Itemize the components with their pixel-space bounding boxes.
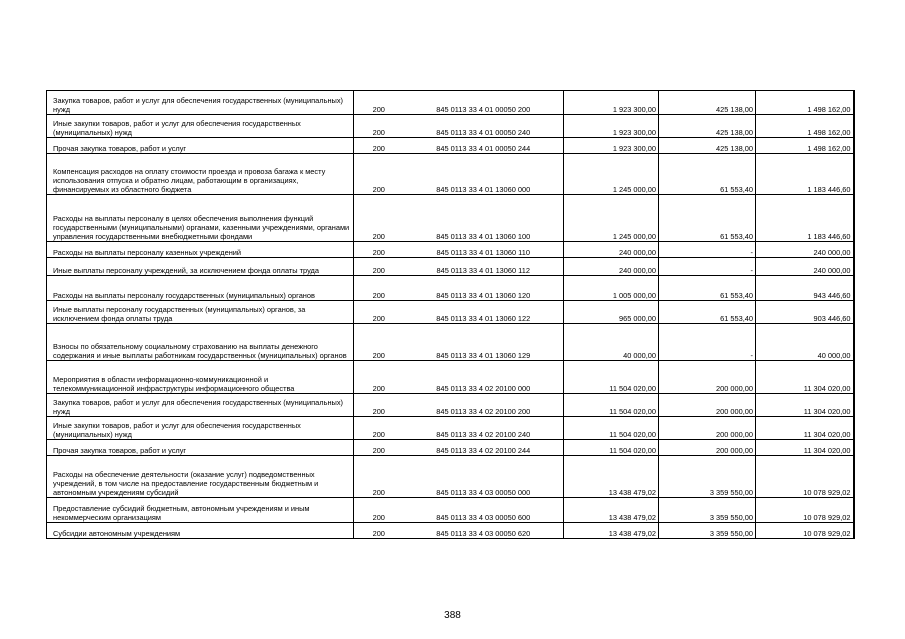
expense-name-cell: Иные закупки товаров, работ и услуг для обеспечения государственных (муниципальных) нужд <box>47 115 354 138</box>
line-code-cell: 200 <box>354 440 404 456</box>
expense-name-cell: Закупка товаров, работ и услуг для обеспечения государственных (муниципальных) нужд <box>47 91 354 115</box>
table-row <box>47 138 854 154</box>
table-row <box>47 276 854 301</box>
remaining-amount-cell: 1 498 162,00 <box>756 91 854 115</box>
line-code-cell: 200 <box>354 324 404 361</box>
line-code-cell: 200 <box>354 456 404 498</box>
table-row <box>47 440 854 456</box>
line-code-cell: 200 <box>354 361 404 394</box>
table-row <box>47 456 854 498</box>
line-code-cell: 200 <box>354 301 404 324</box>
budget-classification-code-cell: 845 0113 33 4 01 00050 200 <box>404 91 564 115</box>
budget-classification-code-cell: 845 0113 33 4 01 13060 000 <box>404 154 564 195</box>
expense-name-cell: Закупка товаров, работ и услуг для обеспечения государственных (муниципальных) нужд <box>47 394 354 417</box>
expense-name-cell: Предоставление субсидий бюджетным, автономным учреждениям и иным некоммерческим организациям <box>47 498 354 523</box>
budget-classification-code-cell: 845 0113 33 4 02 20100 244 <box>404 440 564 456</box>
budget-classification-code-cell: 845 0113 33 4 03 00050 600 <box>404 498 564 523</box>
line-code-cell: 200 <box>354 258 404 276</box>
expense-name-cell: Расходы на выплаты персоналу в целях обеспечения выполнения функций государственными (муниципальными) органами, казенными учреждениями, органами управления государственными внебюджетными фондами <box>47 195 354 242</box>
budget-classification-code-cell: 845 0113 33 4 01 13060 129 <box>404 324 564 361</box>
expense-name-cell: Расходы на обеспечение деятельности (оказание услуг) подведомственных учреждений, в том числе на предоставление государственным бюджетным и автономным учреждениям субсидий <box>47 456 354 498</box>
executed-amount-cell: 200 000,00 <box>659 394 756 417</box>
remaining-amount-cell: 903 446,60 <box>756 301 854 324</box>
table-row <box>47 195 854 242</box>
page-number: 388 <box>444 610 461 621</box>
expense-name-cell: Иные выплаты персоналу государственных (муниципальных) органов, за исключением фонда оплаты труда <box>47 301 354 324</box>
table-row <box>47 258 854 276</box>
expense-name-cell: Компенсация расходов на оплату стоимости проезда и провоза багажа к месту использования отпуска и обратно лицам, работающим в организациях, финансируемых из областного бюджета <box>47 154 354 195</box>
executed-amount-cell: 425 138,00 <box>659 138 756 154</box>
approved-amount-cell: 240 000,00 <box>564 258 659 276</box>
approved-amount-cell: 11 504 020,00 <box>564 440 659 456</box>
remaining-amount-cell: 1 498 162,00 <box>756 138 854 154</box>
remaining-amount-cell: 40 000,00 <box>756 324 854 361</box>
expense-name-cell: Мероприятия в области информационно-коммуникационной и телекоммуникационной инфраструктуры информационного общества <box>47 361 354 394</box>
table-row <box>47 361 854 394</box>
expense-name-cell: Прочая закупка товаров, работ и услуг <box>47 440 354 456</box>
budget-classification-code-cell: 845 0113 33 4 01 00050 244 <box>404 138 564 154</box>
table-row <box>47 91 854 115</box>
executed-amount-cell: 61 553,40 <box>659 276 756 301</box>
executed-amount-cell: 200 000,00 <box>659 440 756 456</box>
executed-amount-cell: 3 359 550,00 <box>659 456 756 498</box>
line-code-cell: 200 <box>354 523 404 539</box>
executed-amount-cell: - <box>659 242 756 258</box>
executed-amount-cell: 61 553,40 <box>659 154 756 195</box>
expense-name-cell: Иные закупки товаров, работ и услуг для обеспечения государственных (муниципальных) нужд <box>47 417 354 440</box>
expense-name-cell: Расходы на выплаты персоналу государственных (муниципальных) органов <box>47 276 354 301</box>
expense-name-cell: Прочая закупка товаров, работ и услуг <box>47 138 354 154</box>
remaining-amount-cell: 10 078 929,02 <box>756 498 854 523</box>
budget-classification-code-cell: 845 0113 33 4 01 00050 240 <box>404 115 564 138</box>
approved-amount-cell: 240 000,00 <box>564 242 659 258</box>
table-row <box>47 242 854 258</box>
remaining-amount-cell: 240 000,00 <box>756 258 854 276</box>
table-row <box>47 417 854 440</box>
table-row <box>47 115 854 138</box>
executed-amount-cell: 61 553,40 <box>659 195 756 242</box>
budget-classification-code-cell: 845 0113 33 4 03 00050 620 <box>404 523 564 539</box>
executed-amount-cell: 3 359 550,00 <box>659 498 756 523</box>
table-row <box>47 324 854 361</box>
line-code-cell: 200 <box>354 138 404 154</box>
table-row <box>47 523 854 539</box>
budget-classification-code-cell: 845 0113 33 4 02 20100 240 <box>404 417 564 440</box>
line-code-cell: 200 <box>354 394 404 417</box>
executed-amount-cell: - <box>659 258 756 276</box>
approved-amount-cell: 13 438 479,02 <box>564 456 659 498</box>
line-code-cell: 200 <box>354 195 404 242</box>
table-row <box>47 498 854 523</box>
remaining-amount-cell: 11 304 020,00 <box>756 440 854 456</box>
executed-amount-cell: 200 000,00 <box>659 361 756 394</box>
remaining-amount-cell: 11 304 020,00 <box>756 394 854 417</box>
approved-amount-cell: 1 923 300,00 <box>564 91 659 115</box>
line-code-cell: 200 <box>354 242 404 258</box>
approved-amount-cell: 1 923 300,00 <box>564 115 659 138</box>
budget-classification-code-cell: 845 0113 33 4 02 20100 000 <box>404 361 564 394</box>
approved-amount-cell: 11 504 020,00 <box>564 417 659 440</box>
remaining-amount-cell: 240 000,00 <box>756 242 854 258</box>
table-body <box>47 91 854 539</box>
remaining-amount-cell: 10 078 929,02 <box>756 523 854 539</box>
approved-amount-cell: 1 005 000,00 <box>564 276 659 301</box>
line-code-cell: 200 <box>354 115 404 138</box>
budget-classification-code-cell: 845 0113 33 4 02 20100 200 <box>404 394 564 417</box>
approved-amount-cell: 13 438 479,02 <box>564 498 659 523</box>
expense-name-cell: Расходы на выплаты персоналу казенных учреждений <box>47 242 354 258</box>
executed-amount-cell: 3 359 550,00 <box>659 523 756 539</box>
approved-amount-cell: 965 000,00 <box>564 301 659 324</box>
remaining-amount-cell: 943 446,60 <box>756 276 854 301</box>
budget-classification-code-cell: 845 0113 33 4 01 13060 112 <box>404 258 564 276</box>
table-row <box>47 301 854 324</box>
line-code-cell: 200 <box>354 498 404 523</box>
executed-amount-cell: 425 138,00 <box>659 115 756 138</box>
remaining-amount-cell: 1 183 446,60 <box>756 154 854 195</box>
remaining-amount-cell: 11 304 020,00 <box>756 417 854 440</box>
budget-execution-table <box>46 90 855 539</box>
budget-classification-code-cell: 845 0113 33 4 01 13060 110 <box>404 242 564 258</box>
budget-classification-code-cell: 845 0113 33 4 01 13060 100 <box>404 195 564 242</box>
line-code-cell: 200 <box>354 417 404 440</box>
line-code-cell: 200 <box>354 154 404 195</box>
remaining-amount-cell: 1 498 162,00 <box>756 115 854 138</box>
remaining-amount-cell: 10 078 929,02 <box>756 456 854 498</box>
approved-amount-cell: 1 923 300,00 <box>564 138 659 154</box>
budget-classification-code-cell: 845 0113 33 4 01 13060 120 <box>404 276 564 301</box>
executed-amount-cell: 425 138,00 <box>659 91 756 115</box>
line-code-cell: 200 <box>354 91 404 115</box>
expense-name-cell: Взносы по обязательному социальному страхованию на выплаты денежного содержания и иные выплаты работникам государственных (муниципальных) органов <box>47 324 354 361</box>
approved-amount-cell: 11 504 020,00 <box>564 394 659 417</box>
approved-amount-cell: 1 245 000,00 <box>564 154 659 195</box>
executed-amount-cell: 61 553,40 <box>659 301 756 324</box>
remaining-amount-cell: 1 183 446,60 <box>756 195 854 242</box>
executed-amount-cell: - <box>659 324 756 361</box>
table-row <box>47 154 854 195</box>
expense-name-cell: Субсидии автономным учреждениям <box>47 523 354 539</box>
approved-amount-cell: 40 000,00 <box>564 324 659 361</box>
approved-amount-cell: 13 438 479,02 <box>564 523 659 539</box>
budget-classification-code-cell: 845 0113 33 4 01 13060 122 <box>404 301 564 324</box>
line-code-cell: 200 <box>354 276 404 301</box>
approved-amount-cell: 1 245 000,00 <box>564 195 659 242</box>
budget-classification-code-cell: 845 0113 33 4 03 00050 000 <box>404 456 564 498</box>
table-row <box>47 394 854 417</box>
executed-amount-cell: 200 000,00 <box>659 417 756 440</box>
approved-amount-cell: 11 504 020,00 <box>564 361 659 394</box>
expense-name-cell: Иные выплаты персоналу учреждений, за исключением фонда оплаты труда <box>47 258 354 276</box>
remaining-amount-cell: 11 304 020,00 <box>756 361 854 394</box>
